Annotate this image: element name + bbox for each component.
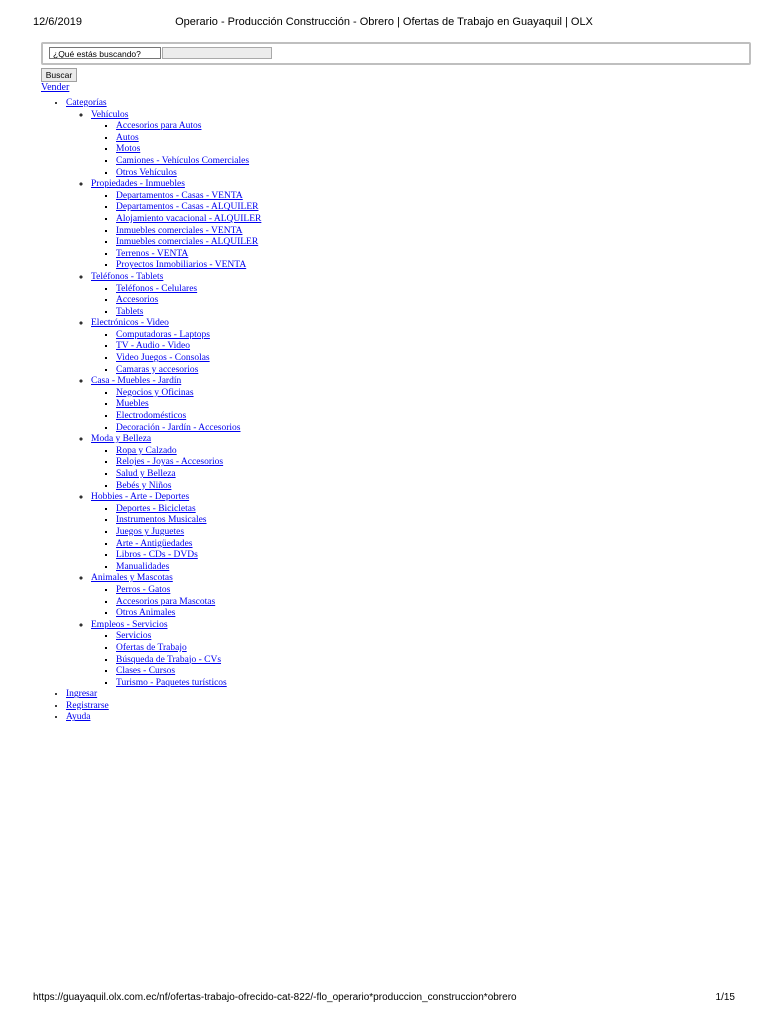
- subcategory-item: [116, 365, 741, 377]
- subcategory-item: [116, 631, 741, 643]
- subcategory-item: [116, 469, 741, 481]
- subcategory-list: [91, 585, 741, 620]
- subcategory-link[interactable]: Electrodomésticos: [116, 411, 187, 422]
- subcategory-link[interactable]: Búsqueda de Trabajo - CVs: [116, 654, 222, 665]
- subcategory-link[interactable]: Accesorios para Mascotas: [116, 596, 216, 607]
- subcategory-item: [116, 144, 741, 156]
- subcategory-item: [116, 457, 741, 469]
- subcategory-link[interactable]: Ropa y Calzado: [116, 445, 177, 456]
- category-group: [91, 376, 741, 434]
- search-input[interactable]: ¿Qué estás buscando?: [49, 47, 161, 59]
- subcategory-item: [116, 226, 741, 238]
- subcategory-link[interactable]: Teléfonos - Celulares: [116, 283, 198, 294]
- subcategory-item: [116, 678, 741, 690]
- subcategory-item: [116, 260, 741, 272]
- subcategory-item: [116, 411, 741, 423]
- page-title: Operario - Producción Construcción - Obrero | Ofertas de Trabajo en Guayaquil | OLX: [175, 16, 593, 28]
- category-group: [91, 573, 741, 619]
- subcategory-item: [116, 295, 741, 307]
- subcategory-item: [116, 585, 741, 597]
- category-group: [91, 110, 741, 180]
- subcategory-link[interactable]: Camaras y accesorios: [116, 364, 199, 375]
- subcategory-item: [116, 504, 741, 516]
- subcategory-link[interactable]: Inmuebles comerciales - VENTA: [116, 225, 243, 236]
- subcategory-list: [91, 504, 741, 574]
- subcategory-link[interactable]: Otros Vehículos: [116, 167, 177, 178]
- subcategory-item: [116, 608, 741, 620]
- category-group-link[interactable]: Teléfonos - Tablets: [91, 271, 164, 282]
- subcategory-link[interactable]: Relojes - Joyas - Accesorios: [116, 457, 224, 468]
- subcategory-link[interactable]: Motos: [116, 144, 141, 155]
- subcategory-link[interactable]: Clases - Cursos: [116, 666, 176, 677]
- subcategory-link[interactable]: Otros Animales: [116, 608, 176, 619]
- subcategory-item: [116, 515, 741, 527]
- category-group-link[interactable]: Vehículos: [91, 109, 129, 120]
- register-link[interactable]: Registrarse: [66, 700, 109, 711]
- subcategory-link[interactable]: Inmuebles comerciales - ALQUILER: [116, 237, 259, 248]
- category-group: [91, 179, 741, 272]
- category-group-link[interactable]: Propiedades - Inmuebles: [91, 179, 185, 190]
- subcategory-list: [91, 330, 741, 376]
- subcategory-link[interactable]: Deportes - Bicicletas: [116, 503, 196, 514]
- subcategory-item: [116, 527, 741, 539]
- subcategory-list: [91, 631, 741, 689]
- search-button[interactable]: Buscar: [41, 68, 77, 82]
- category-group: [91, 620, 741, 690]
- subcategory-item: [116, 284, 741, 296]
- category-group: [91, 492, 741, 573]
- subcategory-item: [116, 156, 741, 168]
- subcategory-link[interactable]: Servicios: [116, 631, 152, 642]
- subcategory-link[interactable]: Bebés y Niños: [116, 480, 172, 491]
- print-date: 12/6/2019: [33, 16, 82, 28]
- categories-link[interactable]: Categorías: [66, 98, 107, 108]
- subcategory-item: [116, 249, 741, 261]
- subcategory-item: [116, 562, 741, 574]
- subcategory-item: [116, 597, 741, 609]
- subcategory-link[interactable]: Terrenos - VENTA: [116, 248, 189, 259]
- subcategory-item: [116, 481, 741, 493]
- nav-item-categories: [66, 98, 741, 689]
- subcategory-link[interactable]: Departamentos - Casas - VENTA: [116, 190, 243, 201]
- login-link[interactable]: Ingresar: [66, 689, 98, 700]
- category-group: [91, 434, 741, 492]
- subcategory-item: [116, 666, 741, 678]
- subcategory-list: [91, 284, 741, 319]
- subcategory-link[interactable]: Autos: [116, 132, 139, 143]
- subcategory-link[interactable]: Video Juegos - Consolas: [116, 353, 210, 364]
- subcategory-item: [116, 214, 741, 226]
- print-header: [0, 16, 768, 30]
- subcategory-list: [91, 121, 741, 179]
- page-url: https://guayaquil.olx.com.ec/nf/ofertas-trabajo-ofrecido-cat-822/-flo_operario*produccion_construccion*obrero: [33, 992, 517, 1003]
- search-form: [41, 42, 751, 65]
- category-group-link[interactable]: Empleos - Servicios: [91, 619, 168, 630]
- subcategory-link[interactable]: Accesorios: [116, 295, 159, 306]
- subcategory-link[interactable]: Departamentos - Casas - ALQUILER: [116, 202, 259, 213]
- subcategory-item: [116, 353, 741, 365]
- subcategory-link[interactable]: Muebles: [116, 399, 149, 410]
- subcategory-item: [116, 446, 741, 458]
- subcategory-link[interactable]: Manualidades: [116, 561, 170, 572]
- category-nav: [41, 98, 741, 724]
- nav-item-register: [66, 701, 741, 713]
- subcategory-item: [116, 307, 741, 319]
- subcategory-link[interactable]: Negocios y Oficinas: [116, 387, 194, 398]
- subcategory-link[interactable]: Decoración - Jardín - Accesorios: [116, 422, 241, 433]
- subcategory-link[interactable]: Instrumentos Musicales: [116, 515, 207, 526]
- subcategory-link[interactable]: Computadoras - Laptops: [116, 329, 210, 340]
- subcategory-link[interactable]: Arte - Antigüedades: [116, 538, 193, 549]
- subcategory-link[interactable]: Camiones - Vehículos Comerciales: [116, 155, 250, 166]
- subcategory-link[interactable]: Accesorios para Autos: [116, 121, 202, 132]
- category-group: [91, 318, 741, 376]
- subcategory-list: [91, 388, 741, 434]
- subcategory-link[interactable]: Turismo - Paquetes turísticos: [116, 677, 227, 688]
- category-group-link[interactable]: Hobbies - Arte - Deportes: [91, 492, 190, 503]
- help-link[interactable]: Ayuda: [66, 712, 91, 723]
- subcategory-item: [116, 121, 741, 133]
- subcategory-link[interactable]: TV - Audio - Video: [116, 341, 191, 352]
- subcategory-item: [116, 133, 741, 145]
- subcategory-item: [116, 202, 741, 214]
- category-group-link[interactable]: Casa - Muebles - Jardín: [91, 376, 182, 387]
- subcategory-list: [91, 191, 741, 272]
- subcategory-item: [116, 550, 741, 562]
- nav-item-login: [66, 689, 741, 701]
- subcategory-item: [116, 168, 741, 180]
- category-group-link[interactable]: Animales y Mascotas: [91, 573, 173, 584]
- location-input[interactable]: [162, 47, 272, 59]
- subcategory-item: [116, 643, 741, 655]
- subcategory-link[interactable]: Juegos y Juguetes: [116, 526, 185, 537]
- subcategory-link[interactable]: Ofertas de Trabajo: [116, 642, 187, 653]
- subcategory-link[interactable]: Alojamiento vacacional - ALQUILER: [116, 213, 262, 224]
- category-group-link[interactable]: Moda y Belleza: [91, 434, 152, 445]
- subcategory-item: [116, 423, 741, 435]
- subcategory-item: [116, 341, 741, 353]
- page-number: 1/15: [715, 992, 735, 1003]
- subcategory-item: [116, 388, 741, 400]
- subcategory-link[interactable]: Libros - CDs - DVDs: [116, 550, 198, 561]
- subcategory-item: [116, 237, 741, 249]
- subcategory-item: [116, 539, 741, 551]
- category-group: [91, 272, 741, 318]
- subcategory-link[interactable]: Proyectos Inmobiliarios - VENTA: [116, 260, 247, 271]
- nav-item-help: [66, 712, 741, 724]
- subcategory-link[interactable]: Salud y Belleza: [116, 469, 176, 479]
- subcategory-item: [116, 191, 741, 203]
- category-group-link[interactable]: Electrónicos - Video: [91, 318, 169, 329]
- print-footer: [0, 992, 768, 1006]
- subcategory-list: [91, 446, 741, 492]
- category-group-list: [66, 110, 741, 690]
- subcategory-link[interactable]: Perros - Gatos: [116, 584, 171, 595]
- subcategory-link[interactable]: Tablets: [116, 306, 144, 317]
- page-content: [41, 42, 741, 724]
- subcategory-item: [116, 655, 741, 667]
- subcategory-item: [116, 399, 741, 411]
- sell-link[interactable]: Vender: [41, 82, 70, 93]
- subcategory-item: [116, 330, 741, 342]
